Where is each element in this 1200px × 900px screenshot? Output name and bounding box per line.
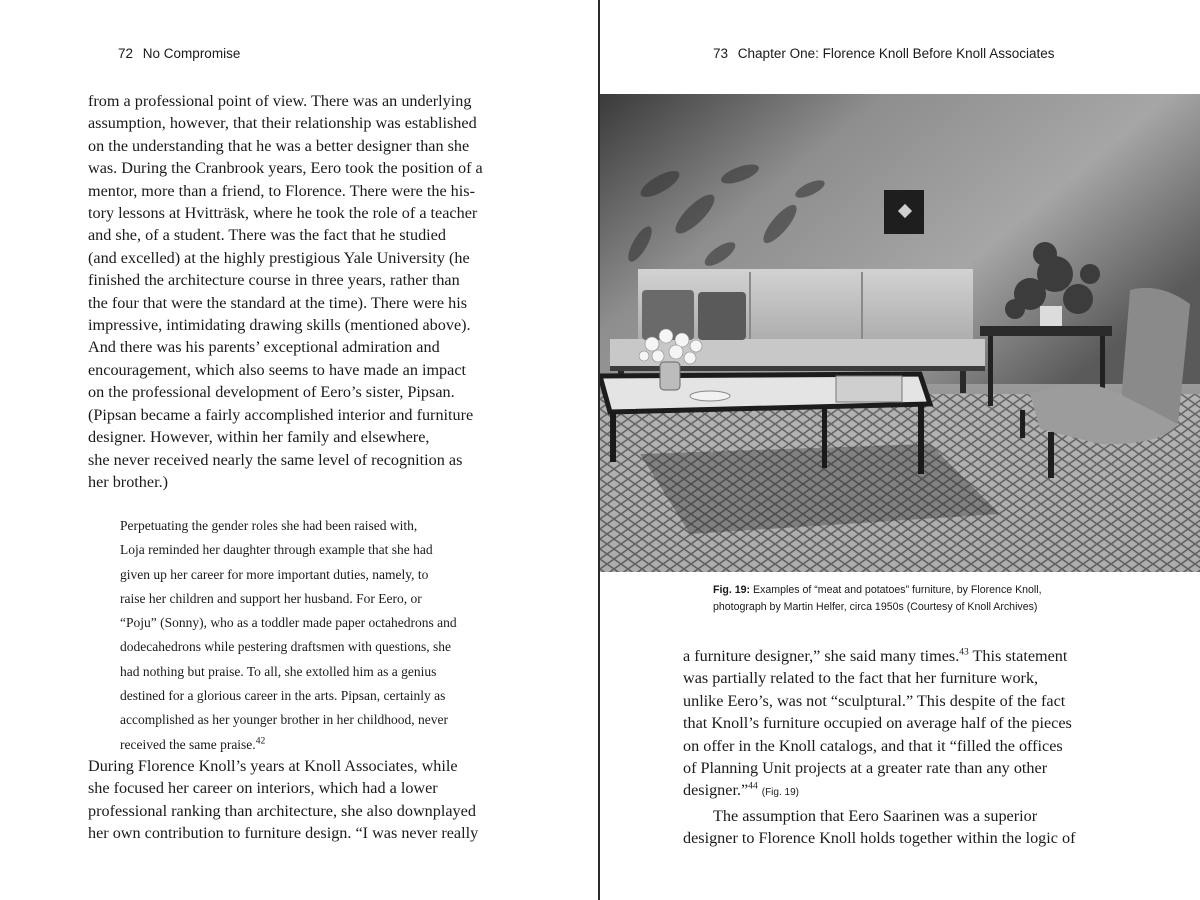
furniture-photograph bbox=[600, 94, 1200, 572]
text-line bbox=[683, 779, 1075, 804]
figure-reference[interactable]: (Fig. 19) bbox=[761, 787, 799, 799]
text-line: from a professional point of view. There was an underlying bbox=[88, 92, 472, 110]
text-line: mentor, more than a friend, to Florence. There were the his- bbox=[88, 181, 475, 200]
text-line: the four that were the standard at the time). There were his bbox=[88, 293, 468, 312]
paragraph-2 bbox=[88, 755, 478, 845]
text-line: finished the architecture course in three years, rather than bbox=[88, 271, 460, 290]
text-line: designer to Florence Knoll holds together within the logic of bbox=[683, 829, 1076, 848]
quote-line: Perpetuating the gender roles she had been raised with, bbox=[120, 518, 418, 533]
text-line: And there was his parents’ exceptional admiration and bbox=[88, 338, 440, 357]
left-page-number: 72 bbox=[118, 46, 134, 61]
text-line: (Pipsan became a fairly accomplished interior and furniture bbox=[88, 405, 474, 424]
text-line: tory lessons at Hvitträsk, where he took the role of a teacher bbox=[88, 204, 478, 223]
endnote-ref-44[interactable]: 44 bbox=[748, 782, 758, 793]
right-page bbox=[600, 0, 1200, 900]
right-running-head bbox=[713, 46, 1054, 61]
text-line: designer. However, within her family and elsewhere, bbox=[88, 428, 430, 447]
quote-line: raise her children and support her husband. For Eero, or bbox=[120, 590, 422, 606]
left-running-head-title: No Compromise bbox=[142, 46, 241, 61]
quote-line: Loja reminded her daughter through example that she had bbox=[120, 542, 433, 558]
text-line: she focused her career on interiors, which had a lower bbox=[88, 779, 438, 798]
endnote-ref-43[interactable]: 43 bbox=[959, 647, 969, 658]
text-line: assumption, however, that their relationship was established bbox=[88, 114, 477, 133]
block-quote bbox=[120, 514, 457, 757]
figure-label: Fig. 19: bbox=[713, 584, 751, 596]
text-line: was partially related to the fact that her furniture work, bbox=[683, 669, 1039, 688]
paragraph-1 bbox=[88, 90, 483, 493]
quote-line: dodecahedrons while pestering draftsmen with questions, she bbox=[120, 639, 452, 655]
text-line: on the understanding that he was a better designer than she bbox=[88, 136, 470, 155]
text-line bbox=[683, 645, 1075, 667]
caption-text: Examples of “meat and potatoes” furniture, by Florence Knoll, bbox=[753, 584, 1042, 596]
text-line: unlike Eero’s, was not “sculptural.” This despite of the fact bbox=[683, 691, 1066, 710]
text-line: (and excelled) at the highly prestigious Yale University (he bbox=[88, 248, 470, 267]
text-segment: a furniture designer,” she said many times. bbox=[683, 647, 960, 665]
text-segment: designer.” bbox=[683, 781, 749, 800]
quote-line: accomplished as her younger brother in her childhood, never bbox=[120, 712, 449, 728]
text-line: of Planning Unit projects at a greater rate than any other bbox=[683, 759, 1048, 778]
text-segment: This statement bbox=[968, 647, 1068, 665]
text-line: on the professional development of Eero’s sister, Pipsan. bbox=[88, 383, 455, 402]
caption-line bbox=[713, 582, 1042, 599]
quote-line: “Poju” (Sonny), who as a toddler made paper octahedrons and bbox=[120, 615, 457, 631]
quote-line bbox=[120, 733, 457, 757]
quote-line: destined for a glorious career in the arts. Pipsan, certainly as bbox=[120, 688, 446, 704]
text-line: her brother.) bbox=[88, 472, 169, 491]
text-line: professional ranking than architecture, she also downplayed bbox=[88, 801, 476, 820]
text-line: and she, of a student. There was the fact that he studied bbox=[88, 226, 446, 245]
text-line: The assumption that Eero Saarinen was a superior bbox=[713, 806, 1038, 825]
left-page bbox=[0, 0, 598, 900]
text-line: During Florence Knoll’s years at Knoll Associates, while bbox=[88, 757, 458, 775]
text-line: encouragement, which also seems to have made an impact bbox=[88, 360, 467, 379]
caption-line: photograph by Martin Helfer, circa 1950s (Courtesy of Knoll Archives) bbox=[713, 601, 1038, 613]
text-line: her own contribution to furniture design. “I was never really bbox=[88, 824, 479, 843]
text-line: that Knoll’s furniture occupied on average half of the pieces bbox=[683, 714, 1072, 733]
right-running-head-title: Chapter One: Florence Knoll Before Knoll Associates bbox=[737, 46, 1055, 61]
endnote-ref-42[interactable]: 42 bbox=[255, 736, 266, 747]
quote-line-text: received the same praise. bbox=[120, 736, 256, 752]
paragraph-3 bbox=[683, 645, 1075, 850]
text-line: impressive, intimidating drawing skills (mentioned above). bbox=[88, 316, 471, 335]
figure-caption bbox=[713, 582, 1042, 616]
quote-line: given up her career for more important duties, namely, to bbox=[120, 566, 429, 582]
text-line: she never received nearly the same level of recognition as bbox=[88, 450, 463, 469]
left-running-head bbox=[118, 46, 240, 61]
text-line: on offer in the Knoll catalogs, and that it “filled the offices bbox=[683, 736, 1063, 755]
right-page-number: 73 bbox=[713, 46, 729, 61]
text-line: was. During the Cranbrook years, Eero took the position of a bbox=[88, 159, 483, 178]
quote-line: had nothing but praise. To all, she extolled him as a genius bbox=[120, 663, 437, 679]
